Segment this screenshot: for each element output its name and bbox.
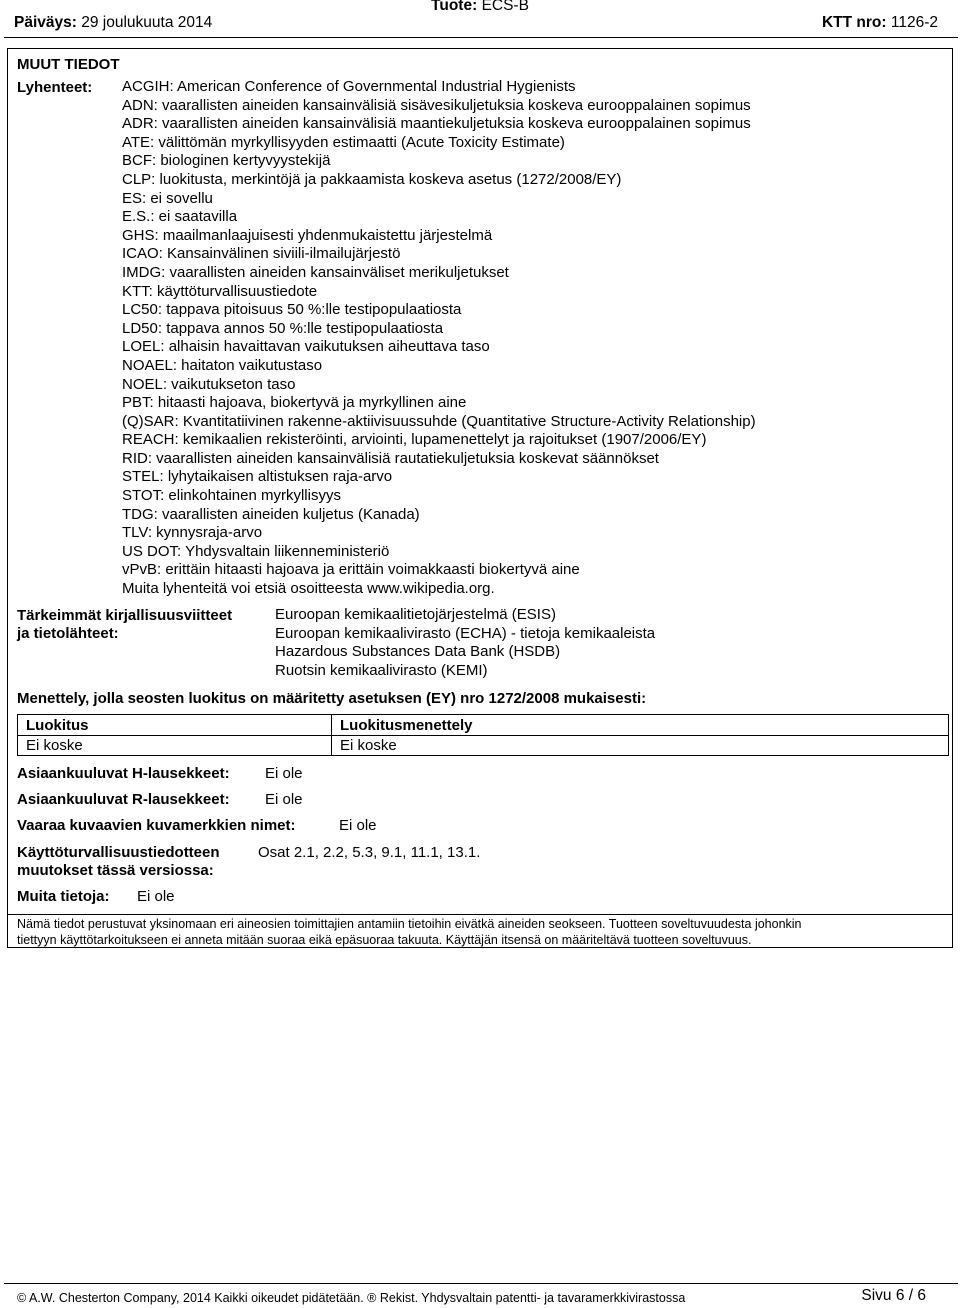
footer-divider	[4, 1283, 958, 1284]
reference-item: Euroopan kemikaalitietojärjestelmä (ESIS)	[275, 606, 556, 623]
changes-label-line1: Käyttöturvallisuustiedotteen	[17, 844, 220, 861]
abbreviation-item: ES: ei sovellu	[122, 189, 213, 207]
refs-label-line2: ja tietolähteet:	[17, 625, 119, 642]
abbreviations-list	[122, 78, 756, 599]
reference-item: Euroopan kemikaalivirasto (ECHA) - tietoja kemikaaleista	[275, 624, 656, 642]
abbreviation-item: CLP: luokitusta, merkintöjä ja pakkaamista koskeva asetus (1272/2008/EY)	[122, 170, 622, 188]
pictograms-value: Ei ole	[339, 817, 377, 834]
header-ktt	[822, 14, 938, 32]
disclaimer-line1: Nämä tiedot perustuvat yksinomaan eri aineosien toimittajien antamiin tietoihin eivätkä aineiden seokseen. Tuotteen soveltuvuudesta johonkin	[17, 917, 802, 931]
abbreviation-item: US DOT: Yhdysvaltain liikenneministeriö	[122, 542, 390, 560]
changes-value: Osat 2.1, 2.2, 5.3, 9.1, 11.1, 13.1.	[258, 844, 481, 861]
abbreviation-item: STEL: lyhytaikaisen altistuksen raja-arvo	[122, 468, 393, 486]
disclaimer-notice	[17, 916, 802, 948]
abbreviation-item: ACGIH: American Conference of Governmental Industrial Hygienists	[122, 78, 576, 95]
pictograms-label: Vaaraa kuvaavien kuvamerkkien nimet:	[17, 817, 296, 834]
abbreviation-item: NOAEL: haitaton vaikutustaso	[122, 356, 323, 374]
abbreviation-item: TLV: kynnysraja-arvo	[122, 524, 263, 542]
refs-label-line1: Tärkeimmät kirjallisuusviitteet	[17, 607, 233, 624]
ktt-value: 1126-2	[890, 14, 938, 31]
table-cell-method: Ei koske	[340, 737, 397, 754]
method-heading: Menettely, jolla seosten luokitus on määritetty asetuksen (EY) nro 1272/2008 mukaisesti:	[17, 690, 647, 707]
abbreviation-item: E.S.: ei saatavilla	[122, 208, 238, 226]
r-statements-value: Ei ole	[265, 791, 303, 808]
references-list	[275, 606, 655, 680]
notice-divider	[7, 914, 953, 915]
table-row-divider	[17, 735, 949, 736]
abbreviation-item: ICAO: Kansainvälinen siviili-ilmailujärjestö	[122, 245, 401, 263]
disclaimer-line2: tiettyyn käyttötarkoitukseen ei anneta mitään suoraa eikä epäsuoraa takuuta. Käyttäjän itsensä on määriteltävä tuotteen soveltuvuus.	[17, 933, 752, 947]
abbreviation-item: ADR: vaarallisten aineiden kansainvälisiä maantiekuljetuksia koskeva eurooppalainen sopimus	[122, 115, 751, 133]
reference-item: Ruotsin kemikaalivirasto (KEMI)	[275, 661, 488, 679]
other-info-label: Muita tietoja:	[17, 888, 110, 905]
product-label: Tuote:	[431, 0, 478, 14]
table-header-method: Luokitusmenettely	[340, 717, 473, 734]
abbreviation-item: vPvB: erittäin hitaasti hajoava ja erittäin voimakkaasti biokertyvä aine	[122, 561, 580, 579]
h-statements-label: Asiaankuuluvat H-lausekkeet:	[17, 765, 230, 782]
ktt-label: KTT nro:	[821, 14, 887, 31]
abbreviation-item: LOEL: alhaisin havaittavan vaikutuksen aiheuttava taso	[122, 338, 490, 356]
abbreviation-item: BCF: biologinen kertyvyystekijä	[122, 152, 331, 170]
header-date	[14, 14, 212, 32]
header-product	[0, 0, 960, 15]
h-statements-value: Ei ole	[265, 765, 303, 782]
abbreviation-item: ATE: välittömän myrkyllisyyden estimaatti (Acute Toxicity Estimate)	[122, 133, 565, 151]
date-value: 29 joulukuuta 2014	[81, 14, 213, 31]
product-value: ECS-B	[481, 0, 529, 14]
date-label: Päiväys:	[14, 14, 77, 31]
abbreviation-item: NOEL: vaikutukseton taso	[122, 375, 296, 393]
abbreviation-item: Muita lyhenteitä voi etsiä osoitteesta www.wikipedia.org.	[122, 580, 495, 598]
other-info-value: Ei ole	[137, 888, 175, 905]
abbreviation-item: GHS: maailmanlaajuisesti yhdenmukaistettu järjestelmä	[122, 226, 493, 244]
abbreviation-item: IMDG: vaarallisten aineiden kansainväliset merikuljetukset	[122, 263, 509, 281]
header-divider	[4, 37, 958, 38]
r-statements-label: Asiaankuuluvat R-lausekkeet:	[17, 791, 230, 808]
abbreviation-item: REACH: kemikaalien rekisteröinti, arviointi, lupamenettelyt ja rajoitukset (1907/2006/EY)	[122, 431, 707, 449]
section-title: MUUT TIEDOT	[17, 56, 120, 73]
abbreviation-item: KTT: käyttöturvallisuustiedote	[122, 282, 318, 300]
abbreviation-item: PBT: hitaasti hajoava, biokertyvä ja myrkyllinen aine	[122, 394, 467, 412]
abbreviation-item: LC50: tappava pitoisuus 50 %:lle testipopulaatiosta	[122, 301, 462, 319]
changes-label-line2: muutokset tässä versiossa:	[17, 862, 214, 879]
abbreviation-item: ADN: vaarallisten aineiden kansainvälisiä sisävesikuljetuksia koskeva eurooppalainen sopimus	[122, 96, 751, 114]
abbreviation-item: STOT: elinkohtainen myrkyllisyys	[122, 487, 341, 505]
reference-item: Hazardous Substances Data Bank (HSDB)	[275, 643, 561, 660]
table-cell-classification: Ei koske	[26, 737, 83, 754]
abbreviation-item: RID: vaarallisten aineiden kansainvälisiä rautatiekuljetuksia koskevat säännökset	[122, 449, 659, 467]
abbreviation-item: TDG: vaarallisten aineiden kuljetus (Kanada)	[122, 505, 420, 523]
abbreviations-label: Lyhenteet:	[17, 79, 93, 96]
page-number: Sivu 6 / 6	[861, 1287, 926, 1304]
abbreviation-item: LD50: tappava annos 50 %:lle testipopulaatiosta	[122, 319, 444, 337]
footer-copyright: © A.W. Chesterton Company, 2014 Kaikki oikeudet pidätetään. ® Rekist. Yhdysvaltain patentti- ja tavaramerkkivirastossa	[17, 1291, 686, 1305]
abbreviation-item: (Q)SAR: Kvantitatiivinen rakenne-aktiivisuussuhde (Quantitative Structure-Activity Relationship)	[122, 412, 756, 430]
table-header-classification: Luokitus	[26, 717, 89, 734]
